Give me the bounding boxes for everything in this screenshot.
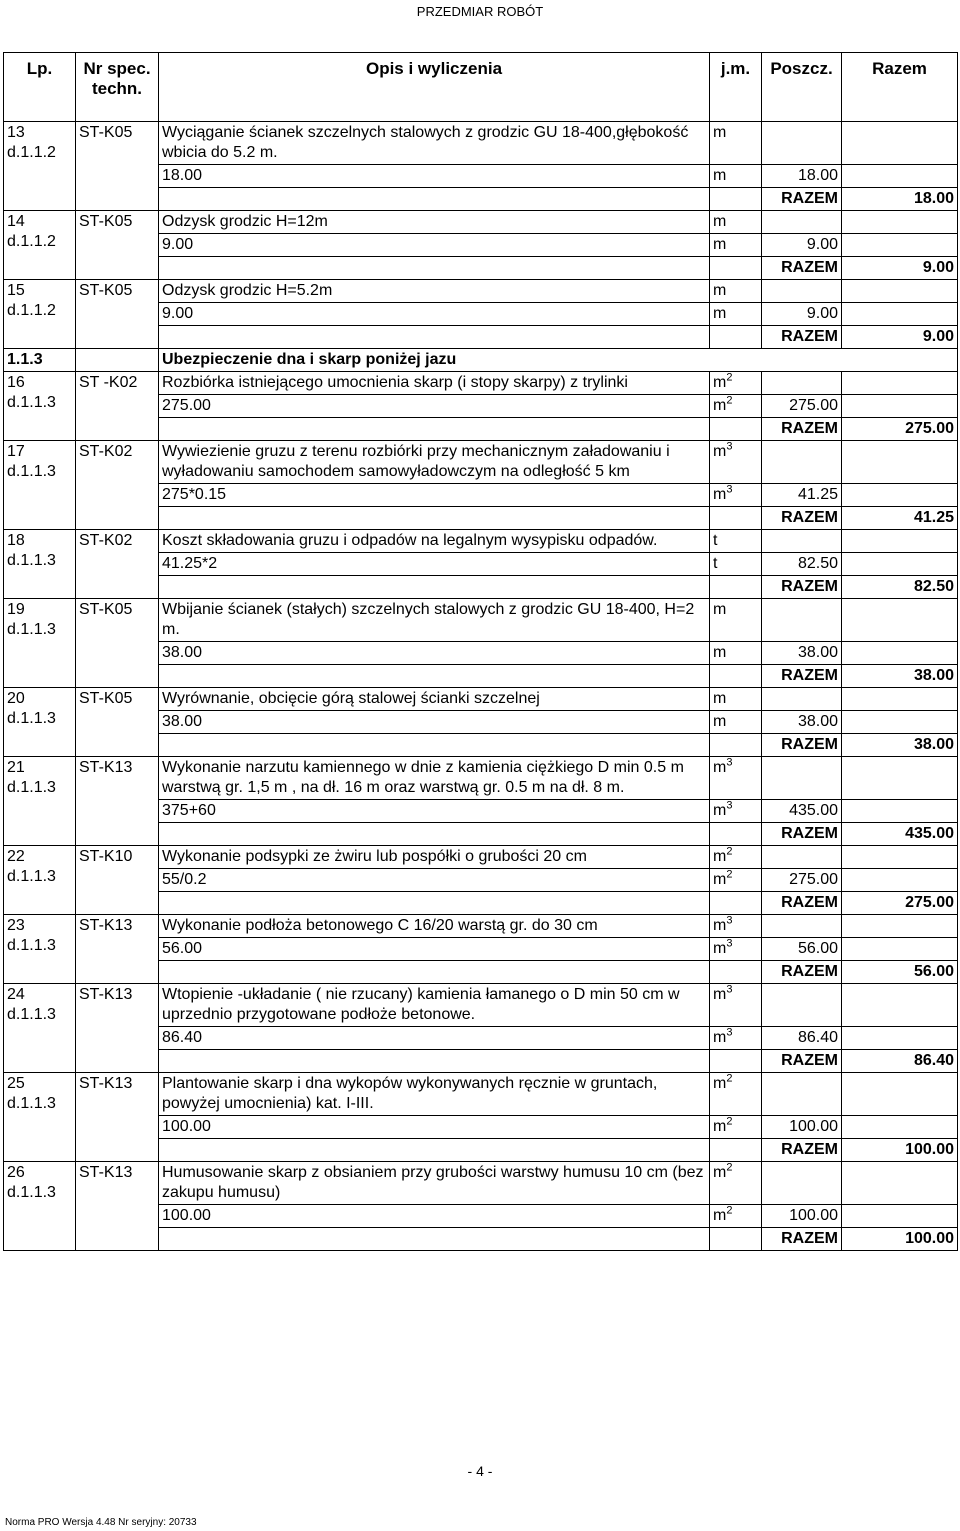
- item-unit: [710, 122, 762, 165]
- item-description: Wbijanie ścianek (stałych) szczelnych stalowych z grodzic GU 18-400, H=2 m.: [159, 599, 710, 642]
- item-empty: [159, 665, 710, 688]
- item-empty: [710, 507, 762, 530]
- item-empty: [762, 757, 842, 800]
- item-unit: [710, 530, 762, 553]
- item-calc-unit-base: m: [713, 713, 727, 730]
- item-empty: [710, 418, 762, 441]
- razem-label: RAZEM: [762, 188, 842, 211]
- item-number: 26: [7, 1164, 25, 1181]
- item-poszcz: 9.00: [762, 303, 842, 326]
- item-calc-unit: [710, 395, 762, 418]
- item-empty: [762, 372, 842, 395]
- table-body: [4, 122, 958, 1251]
- item-lp: [4, 984, 76, 1073]
- razem-label: RAZEM: [762, 823, 842, 846]
- item-razem: 82.50: [842, 576, 958, 599]
- item-unit: [710, 280, 762, 303]
- item-razem: 100.00: [842, 1228, 958, 1251]
- item-empty: [159, 507, 710, 530]
- item-reference: d.1.1.3: [7, 621, 56, 638]
- item-unit-exponent: 2: [726, 1072, 733, 1085]
- item-calc-unit-base: t: [713, 555, 718, 572]
- razem-label: RAZEM: [762, 1139, 842, 1162]
- item-calc-unit-exponent: 3: [726, 799, 733, 812]
- item-reference: d.1.1.3: [7, 394, 56, 411]
- item-unit-base: m: [713, 1164, 727, 1181]
- item-empty: [842, 234, 958, 257]
- item-calc-unit: [710, 642, 762, 665]
- item-calc-unit-base: m: [713, 871, 727, 888]
- item-calc-unit: [710, 711, 762, 734]
- item-razem: 100.00: [842, 1139, 958, 1162]
- item-row: [4, 599, 958, 642]
- item-poszcz: 100.00: [762, 1205, 842, 1228]
- item-calc-unit-base: m: [713, 486, 727, 503]
- item-empty: [710, 257, 762, 280]
- item-calc-unit: [710, 1027, 762, 1050]
- item-unit: [710, 757, 762, 800]
- item-razem: 41.25: [842, 507, 958, 530]
- item-empty: [762, 846, 842, 869]
- item-calculation: 9.00: [159, 303, 710, 326]
- item-reference: d.1.1.3: [7, 710, 56, 727]
- item-empty: [710, 665, 762, 688]
- item-calculation: 275*0.15: [159, 484, 710, 507]
- item-calc-unit-exponent: 3: [726, 1026, 733, 1039]
- item-description: Odzysk grodzic H=12m: [159, 211, 710, 234]
- item-empty: [762, 441, 842, 484]
- item-empty: [842, 165, 958, 188]
- item-razem: 18.00: [842, 188, 958, 211]
- item-unit: [710, 372, 762, 395]
- item-description: Wyciąganie ścianek szczelnych stalowych z grodzic GU 18-400,głębokość wbicia do 5.2 m.: [159, 122, 710, 165]
- razem-label: RAZEM: [762, 257, 842, 280]
- item-empty: [842, 642, 958, 665]
- item-description: Wywiezienie gruzu z terenu rozbiórki przy mechanicznym załadowaniu i wyładowaniu samochodem samowyładowczym na odległość 5 km: [159, 441, 710, 484]
- item-empty: [159, 823, 710, 846]
- item-reference: d.1.1.3: [7, 552, 56, 569]
- item-empty: [762, 122, 842, 165]
- item-spec: ST-K13: [76, 1073, 159, 1162]
- item-description: Wtopienie -układanie ( nie rzucany) kamienia łamanego o D min 50 cm w uprzednio przygotowane podłoże betonowe.: [159, 984, 710, 1027]
- item-unit-exponent: 2: [726, 371, 733, 384]
- item-empty: [762, 1073, 842, 1116]
- item-calc-unit: [710, 303, 762, 326]
- item-description: Koszt składowania gruzu i odpadów na legalnym wysypisku odpadów.: [159, 530, 710, 553]
- item-description: Rozbiórka istniejącego umocnienia skarp (i stopy skarpy) z trylinki: [159, 372, 710, 395]
- item-calc-unit-exponent: 2: [726, 1204, 733, 1217]
- item-calc-unit-base: m: [713, 1118, 727, 1135]
- item-reference: d.1.1.3: [7, 868, 56, 885]
- item-calculation: 41.25*2: [159, 553, 710, 576]
- item-unit-base: m: [713, 601, 727, 618]
- section-empty: [76, 349, 159, 372]
- item-empty: [842, 1116, 958, 1139]
- item-unit: [710, 846, 762, 869]
- item-number: 20: [7, 690, 25, 707]
- item-empty: [159, 892, 710, 915]
- item-lp: [4, 122, 76, 211]
- item-calc-unit-base: m: [713, 802, 727, 819]
- item-unit-exponent: 3: [726, 983, 733, 996]
- item-row: [4, 122, 958, 165]
- item-empty: [159, 961, 710, 984]
- item-calc-unit-exponent: 2: [726, 868, 733, 881]
- item-calculation: 9.00: [159, 234, 710, 257]
- item-unit: [710, 984, 762, 1027]
- item-empty: [159, 188, 710, 211]
- item-lp: [4, 757, 76, 846]
- item-spec: ST-K02: [76, 530, 159, 599]
- item-unit-base: m: [713, 282, 727, 299]
- item-calc-unit-base: m: [713, 1207, 727, 1224]
- item-empty: [842, 599, 958, 642]
- item-calc-unit-exponent: 2: [726, 1115, 733, 1128]
- item-unit-base: m: [713, 917, 727, 934]
- item-empty: [710, 734, 762, 757]
- item-row: [4, 280, 958, 303]
- item-reference: d.1.1.3: [7, 779, 56, 796]
- item-calculation: 100.00: [159, 1116, 710, 1139]
- item-calc-unit: [710, 484, 762, 507]
- item-empty: [842, 1073, 958, 1116]
- item-unit-exponent: 2: [726, 1161, 733, 1174]
- item-empty: [159, 734, 710, 757]
- item-row: [4, 846, 958, 869]
- razem-label: RAZEM: [762, 734, 842, 757]
- item-lp: [4, 280, 76, 349]
- item-number: 24: [7, 986, 25, 1003]
- item-description: Wykonanie narzutu kamiennego w dnie z kamienia ciężkiego D min 0.5 m warstwą gr. 1,5 m , na dł. 16 m oraz warstwą gr. 0.5 m na dł. 8 m.: [159, 757, 710, 800]
- item-poszcz: 41.25: [762, 484, 842, 507]
- item-calc-unit-base: m: [713, 940, 727, 957]
- item-empty: [842, 800, 958, 823]
- page-number: - 4 -: [467, 1463, 493, 1479]
- item-unit: [710, 688, 762, 711]
- item-empty: [842, 530, 958, 553]
- item-lp: [4, 599, 76, 688]
- item-empty: [710, 576, 762, 599]
- item-number: 23: [7, 917, 25, 934]
- item-unit-base: m: [713, 443, 727, 460]
- item-poszcz: 9.00: [762, 234, 842, 257]
- item-empty: [842, 711, 958, 734]
- item-lp: [4, 211, 76, 280]
- item-empty: [842, 280, 958, 303]
- item-empty: [842, 984, 958, 1027]
- item-description: Wykonanie podsypki ze żwiru lub pospółki o grubości 20 cm: [159, 846, 710, 869]
- item-spec: ST-K13: [76, 1162, 159, 1251]
- item-lp: [4, 372, 76, 441]
- item-calculation: 38.00: [159, 642, 710, 665]
- item-poszcz: 275.00: [762, 395, 842, 418]
- item-description: Plantowanie skarp i dna wykopów wykonywanych ręcznie w gruntach, powyżej umocnienia) kat. I-III.: [159, 1073, 710, 1116]
- item-calculation: 86.40: [159, 1027, 710, 1050]
- item-empty: [842, 869, 958, 892]
- item-spec: ST-K02: [76, 441, 159, 530]
- item-row: [4, 984, 958, 1027]
- item-empty: [842, 1027, 958, 1050]
- item-row: [4, 915, 958, 938]
- item-spec: ST-K13: [76, 915, 159, 984]
- item-unit-base: m: [713, 124, 727, 141]
- item-empty: [842, 1162, 958, 1205]
- item-calc-unit-base: m: [713, 1029, 727, 1046]
- item-spec: ST-K05: [76, 122, 159, 211]
- razem-label: RAZEM: [762, 961, 842, 984]
- item-unit-base: m: [713, 759, 727, 776]
- item-razem: 38.00: [842, 665, 958, 688]
- razem-label: RAZEM: [762, 665, 842, 688]
- item-unit-base: m: [713, 690, 727, 707]
- item-empty: [762, 530, 842, 553]
- item-calculation: 100.00: [159, 1205, 710, 1228]
- item-reference: d.1.1.3: [7, 1006, 56, 1023]
- item-razem: 86.40: [842, 1050, 958, 1073]
- item-calc-unit: [710, 869, 762, 892]
- bill-of-quantities-table: [3, 52, 958, 1251]
- item-calc-unit: [710, 234, 762, 257]
- item-spec: ST-K10: [76, 846, 159, 915]
- razem-label: RAZEM: [762, 1228, 842, 1251]
- item-razem: 9.00: [842, 257, 958, 280]
- section-code: 1.1.3: [4, 349, 76, 372]
- item-description: Wyrównanie, obcięcie górą stalowej ścianki szczelnej: [159, 688, 710, 711]
- item-lp: [4, 846, 76, 915]
- item-poszcz: 86.40: [762, 1027, 842, 1050]
- item-unit: [710, 599, 762, 642]
- item-empty: [842, 1205, 958, 1228]
- item-unit: [710, 1073, 762, 1116]
- item-lp: [4, 1073, 76, 1162]
- item-empty: [762, 599, 842, 642]
- item-lp: [4, 530, 76, 599]
- item-empty: [842, 122, 958, 165]
- item-unit-base: m: [713, 213, 727, 230]
- section-title: Ubezpieczenie dna i skarp poniżej jazu: [159, 349, 958, 372]
- item-empty: [842, 441, 958, 484]
- item-poszcz: 38.00: [762, 642, 842, 665]
- item-razem: 56.00: [842, 961, 958, 984]
- item-lp: [4, 441, 76, 530]
- item-unit-exponent: 3: [726, 914, 733, 927]
- item-number: 21: [7, 759, 25, 776]
- razem-label: RAZEM: [762, 326, 842, 349]
- item-description: Wykonanie podłoża betonowego C 16/20 warstą gr. do 30 cm: [159, 915, 710, 938]
- item-razem: 275.00: [842, 418, 958, 441]
- item-number: 19: [7, 601, 25, 618]
- header-nr-spec: Nr spec. techn.: [76, 53, 159, 122]
- razem-label: RAZEM: [762, 1050, 842, 1073]
- header-opis: Opis i wyliczenia: [159, 53, 710, 122]
- item-calculation: 375+60: [159, 800, 710, 823]
- item-razem: 9.00: [842, 326, 958, 349]
- item-poszcz: 275.00: [762, 869, 842, 892]
- item-number: 18: [7, 532, 25, 549]
- item-razem: 38.00: [842, 734, 958, 757]
- item-empty: [159, 257, 710, 280]
- item-empty: [159, 576, 710, 599]
- item-calculation: 18.00: [159, 165, 710, 188]
- item-empty: [842, 915, 958, 938]
- item-calc-unit: [710, 165, 762, 188]
- item-empty: [710, 823, 762, 846]
- item-empty: [842, 303, 958, 326]
- item-row: [4, 441, 958, 484]
- item-spec: ST-K05: [76, 280, 159, 349]
- razem-label: RAZEM: [762, 507, 842, 530]
- item-spec: ST-K05: [76, 599, 159, 688]
- razem-label: RAZEM: [762, 418, 842, 441]
- item-spec: ST -K02: [76, 372, 159, 441]
- item-unit-base: t: [713, 532, 718, 549]
- item-description: Odzysk grodzic H=5.2m: [159, 280, 710, 303]
- item-reference: d.1.1.3: [7, 1184, 56, 1201]
- item-unit: [710, 441, 762, 484]
- item-unit-exponent: 3: [726, 756, 733, 769]
- item-empty: [710, 188, 762, 211]
- item-poszcz: 56.00: [762, 938, 842, 961]
- item-empty: [762, 915, 842, 938]
- item-unit-exponent: 2: [726, 845, 733, 858]
- item-calc-unit-exponent: 2: [726, 394, 733, 407]
- item-calculation: 275.00: [159, 395, 710, 418]
- item-reference: d.1.1.3: [7, 1095, 56, 1112]
- item-unit-exponent: 3: [726, 440, 733, 453]
- item-empty: [842, 757, 958, 800]
- item-unit-base: m: [713, 374, 727, 391]
- item-empty: [710, 1050, 762, 1073]
- item-empty: [159, 326, 710, 349]
- item-number: 25: [7, 1075, 25, 1092]
- item-empty: [842, 211, 958, 234]
- item-calculation: 56.00: [159, 938, 710, 961]
- item-number: 13: [7, 124, 25, 141]
- item-empty: [159, 418, 710, 441]
- item-calc-unit: [710, 938, 762, 961]
- page-title: PRZEDMIAR ROBÓT: [416, 4, 544, 19]
- item-empty: [710, 1228, 762, 1251]
- item-calc-unit-base: m: [713, 397, 727, 414]
- item-empty: [762, 211, 842, 234]
- item-spec: ST-K05: [76, 688, 159, 757]
- item-number: 16: [7, 374, 25, 391]
- item-number: 14: [7, 213, 25, 230]
- item-spec: ST-K05: [76, 211, 159, 280]
- item-empty: [842, 688, 958, 711]
- item-lp: [4, 915, 76, 984]
- item-unit: [710, 1162, 762, 1205]
- header-poszcz: Poszcz.: [762, 53, 842, 122]
- item-row: [4, 372, 958, 395]
- item-row: [4, 1162, 958, 1205]
- item-calc-unit: [710, 553, 762, 576]
- item-reference: d.1.1.3: [7, 463, 56, 480]
- item-empty: [842, 553, 958, 576]
- item-calc-unit-base: m: [713, 644, 727, 661]
- item-poszcz: 18.00: [762, 165, 842, 188]
- item-number: 22: [7, 848, 25, 865]
- item-lp: [4, 688, 76, 757]
- item-row: [4, 1073, 958, 1116]
- item-unit: [710, 915, 762, 938]
- item-razem: 435.00: [842, 823, 958, 846]
- table-header-row: [4, 53, 958, 122]
- item-number: 17: [7, 443, 25, 460]
- item-empty: [710, 1139, 762, 1162]
- item-empty: [842, 938, 958, 961]
- item-row: [4, 530, 958, 553]
- section-row: [4, 349, 958, 372]
- item-empty: [159, 1139, 710, 1162]
- item-row: [4, 211, 958, 234]
- item-razem: 275.00: [842, 892, 958, 915]
- item-reference: d.1.1.2: [7, 233, 56, 250]
- header-lp: Lp.: [4, 53, 76, 122]
- item-calculation: 38.00: [159, 711, 710, 734]
- item-calc-unit: [710, 1205, 762, 1228]
- item-calc-unit-exponent: 3: [726, 483, 733, 496]
- item-lp: [4, 1162, 76, 1251]
- item-unit: [710, 211, 762, 234]
- item-unit-base: m: [713, 848, 727, 865]
- item-empty: [762, 688, 842, 711]
- item-empty: [710, 326, 762, 349]
- software-version: Norma PRO Wersja 4.48 Nr seryjny: 20733: [5, 1517, 197, 1528]
- item-empty: [159, 1228, 710, 1251]
- item-unit-base: m: [713, 1075, 727, 1092]
- item-empty: [842, 484, 958, 507]
- razem-label: RAZEM: [762, 576, 842, 599]
- item-empty: [710, 961, 762, 984]
- item-row: [4, 757, 958, 800]
- item-calc-unit: [710, 1116, 762, 1139]
- item-empty: [762, 1162, 842, 1205]
- item-empty: [710, 892, 762, 915]
- item-empty: [762, 280, 842, 303]
- item-calc-unit-base: m: [713, 305, 727, 322]
- item-spec: ST-K13: [76, 984, 159, 1073]
- item-poszcz: 82.50: [762, 553, 842, 576]
- item-empty: [842, 846, 958, 869]
- item-number: 15: [7, 282, 25, 299]
- item-empty: [762, 984, 842, 1027]
- item-poszcz: 38.00: [762, 711, 842, 734]
- item-calc-unit-exponent: 3: [726, 937, 733, 950]
- item-spec: ST-K13: [76, 757, 159, 846]
- item-empty: [842, 372, 958, 395]
- item-calc-unit-base: m: [713, 167, 727, 184]
- razem-label: RAZEM: [762, 892, 842, 915]
- item-poszcz: 435.00: [762, 800, 842, 823]
- item-poszcz: 100.00: [762, 1116, 842, 1139]
- item-calc-unit-base: m: [713, 236, 727, 253]
- item-empty: [159, 1050, 710, 1073]
- item-empty: [842, 395, 958, 418]
- header-jm: j.m.: [710, 53, 762, 122]
- item-reference: d.1.1.2: [7, 144, 56, 161]
- item-reference: d.1.1.3: [7, 937, 56, 954]
- item-row: [4, 688, 958, 711]
- item-unit-base: m: [713, 986, 727, 1003]
- item-reference: d.1.1.2: [7, 302, 56, 319]
- header-razem: Razem: [842, 53, 958, 122]
- item-description: Humusowanie skarp z obsianiem przy grubości warstwy humusu 10 cm (bez zakupu humusu): [159, 1162, 710, 1205]
- item-calculation: 55/0.2: [159, 869, 710, 892]
- item-calc-unit: [710, 800, 762, 823]
